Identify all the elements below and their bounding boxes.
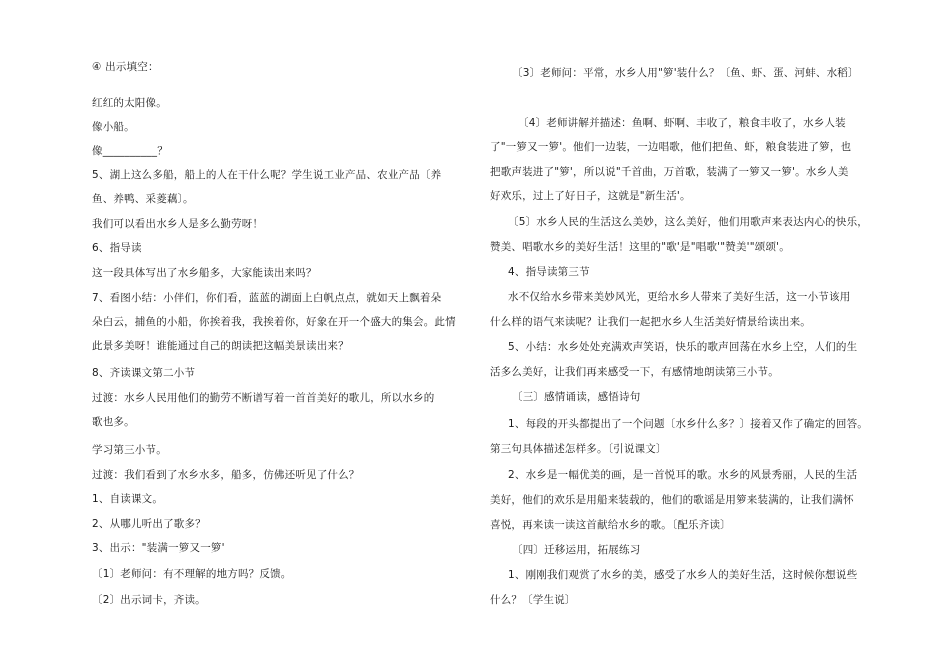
text-line: 〔三〕感情诵读，感悟诗句	[512, 391, 641, 403]
text-line: 过渡：我们看到了水乡水多，船多，仿佛还听见了什么？	[92, 469, 360, 481]
text-line: 像__________？	[92, 145, 168, 157]
text-line: 什么？〔学生说〕	[490, 594, 576, 606]
text-line: 5、湖上这么多船，船上的人在干什么呢？学生说工业产品、农业产品〔养	[92, 169, 442, 181]
text-line: ④ 出示填空：	[92, 61, 159, 73]
text-line: 6、指导读	[92, 242, 142, 254]
text-line: 〔1〕老师问：有不理解的地方吗？反馈。	[92, 568, 292, 580]
text-line: 红红的太阳像。	[92, 97, 167, 109]
text-line: 美好，他们的欢乐是用船来装载的，他们的歌谣是用箩来装满的，让我们满怀	[490, 494, 854, 506]
text-line: 把歌声装进了"箩'，所以说"千首曲，万首歌，装满了一箩又一箩'。水乡人美	[490, 166, 849, 178]
text-line: 1、每段的开头都提出了一个问题〔水乡什么多？〕接着又作了确定的回答。	[508, 418, 868, 430]
text-line: 2、从哪儿听出了歌多？	[92, 518, 206, 530]
text-line: 第三句具体描述怎样多。〔引说课文〕	[490, 443, 667, 455]
text-line: 水不仅给水乡带来美妙风光，更给水乡人带来了美好生活，这一小节该用	[508, 291, 851, 303]
text-line: 〔5〕水乡人民的生活这么美妙，这么美好，他们用歌声来表达内心的快乐，	[508, 216, 868, 228]
text-line: 歌也多。	[92, 416, 135, 428]
text-line: 7、看图小结：小伴们，你们看，蓝蓝的湖面上白帆点点，就如天上飘着朵	[92, 292, 442, 304]
text-line: 赞美、唱歌水乡的美好生活！这里的"歌'是"唱歌'"赞美'"颂颂'。	[490, 241, 790, 253]
text-line: 鱼、养鸭、采菱藕〕。	[92, 193, 194, 205]
text-line: 8、齐读课文第二小节	[92, 367, 196, 379]
text-line: 我们可以看出水乡人是多么勤劳呀！	[92, 218, 264, 230]
text-line: 活多么美好，让我们再来感受一下，有感情地朗读第三小节。	[490, 366, 779, 378]
text-line: 〔3〕老师问：平常，水乡人用"箩'装什么？〔鱼、虾、蛋、河蚌、水稻〕	[512, 67, 859, 79]
text-line: 2、水乡是一幅优美的画，是一首悦耳的歌。水乡的风景秀丽，人民的生活	[508, 469, 858, 481]
text-line: 喜悦，再来读一读这首献给水乡的歌。〔配乐齐读〕	[490, 519, 731, 531]
text-line: 这一段具体写出了水乡船多，大家能读出来吗？	[92, 267, 317, 279]
text-line: 好欢乐，过上了好日子，这就是"新生活'。	[490, 190, 691, 202]
text-line: 〔2〕出示词卡，齐读。	[92, 594, 206, 606]
text-line: 像小船。	[92, 121, 135, 133]
text-line: 朵白云，捕鱼的小船，你挨着我，我挨着你，好象在开一个盛大的集会。此情	[92, 316, 456, 328]
text-line: 4、指导读第三节	[508, 266, 590, 278]
text-line: 学习第三小节。	[92, 444, 167, 456]
text-line: 〔四〕迁移运用，拓展练习	[512, 544, 641, 556]
text-line: 过渡：水乡人民用他们的勤劳不断谱写着一首首美好的歌儿，所以水乡的	[92, 392, 435, 404]
text-line: 〔4〕老师讲解并描述：鱼啊、虾啊、丰收了，粮食丰收了，水乡人装	[518, 117, 846, 129]
text-line: 5、小结：水乡处处充满欢声笑语，快乐的歌声回荡在水乡上空，人们的生	[508, 341, 858, 353]
text-line: 1、自读课文。	[92, 493, 164, 505]
text-line: 3、出示："装满一箩又一箩'	[92, 542, 225, 554]
text-line: 了"一箩又一箩'。他们一边装，一边唱歌，他们把鱼、虾，粮食装进了箩，也	[490, 141, 852, 153]
text-line: 1、刚刚我们观赏了水乡的美，感受了水乡人的美好生活，这时候你想说些	[508, 569, 858, 581]
text-line: 此景多美呀！谁能通过自己的朗读把这幅美景读出来？	[92, 340, 349, 352]
text-line: 什么样的语气来读呢？让我们一起把水乡人生活美好情景给读出来。	[490, 316, 811, 328]
